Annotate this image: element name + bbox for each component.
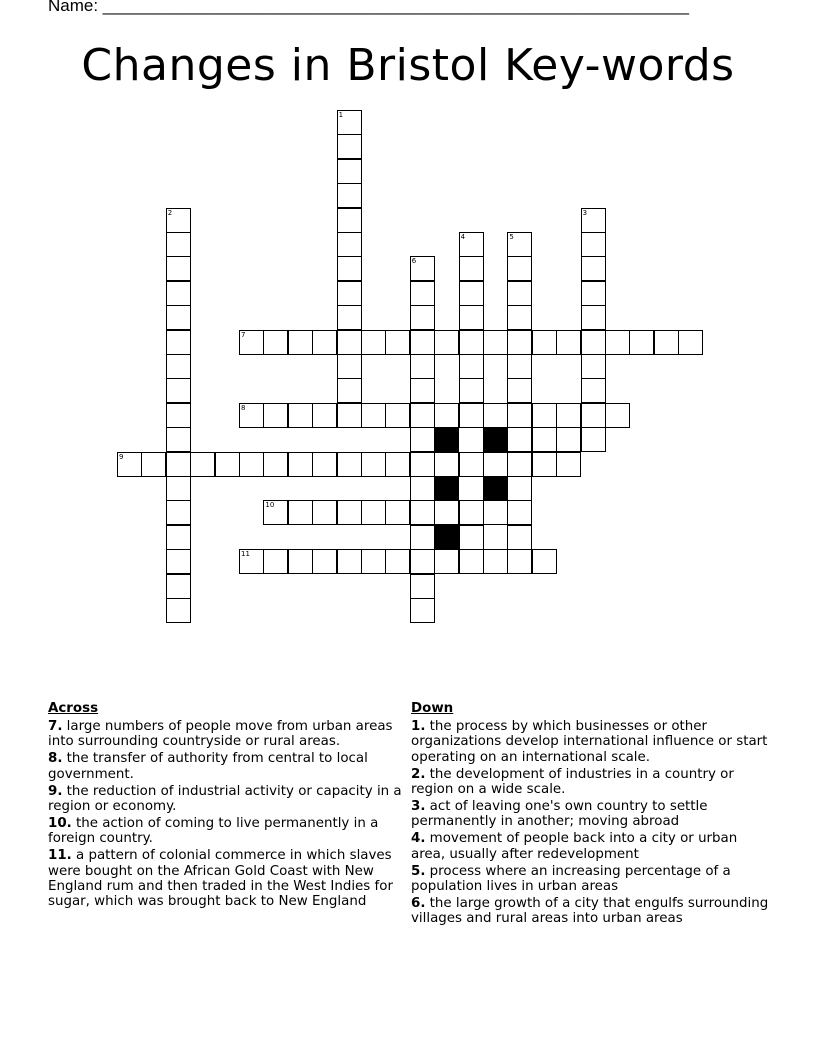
grid-cell[interactable]: [605, 403, 630, 428]
grid-cell[interactable]: [166, 281, 191, 306]
grid-cell[interactable]: [337, 208, 362, 233]
cell-number: 4: [460, 233, 466, 241]
cell-number: 3: [582, 208, 588, 217]
across-clue: [48, 751, 406, 782]
clue-text: the process by which businesses or other organizations develop international influence or start operating on an international scale.: [411, 719, 768, 765]
grid-cell[interactable]: [288, 549, 313, 574]
grid-cell[interactable]: [459, 525, 484, 550]
grid-cell[interactable]: [459, 232, 484, 257]
cell-number: 10: [265, 501, 275, 510]
grid-cell[interactable]: [581, 330, 606, 355]
grid-cell[interactable]: [337, 232, 362, 257]
grid-cell[interactable]: [434, 452, 459, 477]
grid-cell[interactable]: [337, 281, 362, 306]
grid-cell[interactable]: [507, 256, 532, 281]
grid-cell[interactable]: [581, 427, 606, 452]
clue-number: 10.: [48, 815, 72, 831]
grid-cell[interactable]: [337, 256, 362, 281]
grid-cell[interactable]: [507, 525, 532, 550]
name-line[interactable]: Name: ______________________________________________________________: [48, 0, 689, 15]
grid-cell[interactable]: [337, 403, 362, 428]
cell-number: 1: [338, 111, 344, 119]
grid-cell[interactable]: [410, 427, 435, 452]
grid-cell[interactable]: [581, 378, 606, 403]
grid-cell[interactable]: [337, 110, 362, 135]
grid-cell[interactable]: [410, 354, 435, 379]
grid-cell[interactable]: [190, 452, 215, 477]
grid-cell[interactable]: [166, 378, 191, 403]
grid-cell[interactable]: [166, 452, 191, 477]
clue-number: 6.: [411, 895, 426, 911]
grid-cell[interactable]: [410, 403, 435, 428]
grid-cell[interactable]: [263, 330, 288, 355]
cell-number: 8: [241, 403, 246, 412]
grid-cell[interactable]: [483, 452, 508, 477]
grid-cell[interactable]: [459, 452, 484, 477]
grid-cell[interactable]: [483, 549, 508, 574]
clue-number: 11.: [48, 848, 72, 864]
cell-number: 9: [119, 452, 124, 461]
grid-cell[interactable]: [385, 330, 410, 355]
cell-number: 7: [241, 330, 246, 339]
grid-cell[interactable]: [678, 330, 703, 355]
grid-cell[interactable]: [507, 330, 532, 355]
page-title: Changes in Bristol Key-words: [81, 40, 735, 91]
grid-cell[interactable]: [581, 281, 606, 306]
grid-cell[interactable]: [288, 452, 313, 477]
clue-text: the transfer of authority from central to local government.: [48, 751, 368, 782]
grid-cell[interactable]: [166, 500, 191, 525]
grid-cell[interactable]: [263, 403, 288, 428]
grid-cell[interactable]: [507, 476, 532, 501]
clue-text: act of leaving one's own country to settle permanently in another; moving abroad: [411, 799, 708, 830]
grid-cell[interactable]: [532, 427, 557, 452]
cell-number: 11: [241, 550, 250, 559]
grid-cell[interactable]: [459, 549, 484, 574]
grid-cell[interactable]: [337, 183, 362, 208]
grid-cell[interactable]: [654, 330, 679, 355]
grid-cell[interactable]: [459, 330, 484, 355]
grid-cell[interactable]: [507, 232, 532, 257]
grid-cell[interactable]: [239, 330, 264, 355]
grid-cell[interactable]: [312, 403, 337, 428]
grid-cell[interactable]: [263, 500, 288, 525]
down-clue: [411, 719, 773, 765]
grid-cell[interactable]: [166, 574, 191, 599]
grid-cell[interactable]: [288, 403, 313, 428]
grid-cell[interactable]: [166, 354, 191, 379]
clue-text: the large growth of a city that engulfs surrounding villages and rural areas into urban areas: [411, 895, 769, 927]
grid-cell[interactable]: [410, 549, 435, 574]
grid-cell[interactable]: [166, 549, 191, 574]
grid-cell[interactable]: [507, 354, 532, 379]
grid-cell[interactable]: [337, 354, 362, 379]
grid-cell[interactable]: [166, 256, 191, 281]
grid-cell[interactable]: [410, 598, 435, 623]
grid-cell[interactable]: [532, 549, 557, 574]
grid-cell[interactable]: [288, 330, 313, 355]
grid-cell[interactable]: [337, 305, 362, 330]
clue-number: 9.: [48, 783, 63, 799]
grid-cell[interactable]: [215, 452, 240, 477]
clue-text: the action of coming to live permanently in a foreign country.: [48, 815, 379, 847]
grid-cell[interactable]: [166, 330, 191, 355]
grid-cell[interactable]: [361, 500, 386, 525]
clue-text: a pattern of colonial commerce in which slaves were bought on the African Gold Coast with New England rum and then traded in the West Indies for sugar, which was brought back to New England: [48, 848, 393, 910]
clue-text: the development of industries in a country or region on a wide scale.: [411, 766, 734, 798]
grid-cell[interactable]: [312, 452, 337, 477]
clue-text: the reduction of industrial activity or capacity in a region or economy.: [48, 783, 402, 815]
clue-number: 4.: [411, 831, 426, 847]
grid-cell[interactable]: [312, 549, 337, 574]
across-clues: [48, 700, 406, 911]
grid-cell[interactable]: [532, 452, 557, 477]
grid-cell[interactable]: [337, 378, 362, 403]
down-clue: [411, 896, 773, 927]
grid-cell[interactable]: [239, 549, 264, 574]
grid-cell[interactable]: [581, 232, 606, 257]
grid-cell[interactable]: [337, 134, 362, 159]
grid-cell[interactable]: [556, 452, 581, 477]
grid-cell[interactable]: [239, 403, 264, 428]
clue-text: movement of people back into a city or urban area, usually after redevelopment: [411, 831, 738, 862]
across-clue: [48, 784, 406, 815]
grid-cell[interactable]: [385, 500, 410, 525]
down-clue: [411, 831, 773, 862]
down-clue: [411, 799, 773, 830]
grid-cell[interactable]: [385, 403, 410, 428]
grid-cell[interactable]: [288, 500, 313, 525]
grid-cell[interactable]: [459, 281, 484, 306]
grid-cell[interactable]: [166, 208, 191, 233]
grid-cell[interactable]: [337, 159, 362, 184]
grid-cell[interactable]: [410, 256, 435, 281]
clue-number: 2.: [411, 766, 426, 782]
across-clue: [48, 848, 406, 910]
grid-cell[interactable]: [483, 500, 508, 525]
clue-text: large numbers of people move from urban areas into surrounding countryside or rural areas.: [48, 719, 393, 750]
grid-cell[interactable]: [434, 403, 459, 428]
grid-cell[interactable]: [507, 427, 532, 452]
grid-cell[interactable]: [410, 305, 435, 330]
grid-cell[interactable]: [507, 500, 532, 525]
grid-cell[interactable]: [337, 500, 362, 525]
cell-number: 6: [411, 257, 417, 266]
grid-cell[interactable]: [507, 403, 532, 428]
grid-cell[interactable]: [629, 330, 654, 355]
blocked-cell: [483, 427, 508, 452]
grid-cell[interactable]: [361, 549, 386, 574]
grid-cell[interactable]: [166, 476, 191, 501]
grid-cell[interactable]: [337, 330, 362, 355]
across-heading: Across: [48, 701, 99, 716]
grid-cell[interactable]: [459, 256, 484, 281]
grid-cell[interactable]: [166, 427, 191, 452]
grid-cell[interactable]: [459, 305, 484, 330]
clue-number: 7.: [48, 719, 63, 734]
grid-cell[interactable]: [166, 598, 191, 623]
grid-cell[interactable]: [263, 452, 288, 477]
clue-text: process where an increasing percentage of a population lives in urban areas: [411, 863, 731, 895]
clue-number: 5.: [411, 863, 426, 879]
grid-cell[interactable]: [385, 452, 410, 477]
grid-cell[interactable]: [483, 403, 508, 428]
down-clues: [411, 700, 773, 928]
grid-cell[interactable]: [434, 330, 459, 355]
down-clue: [411, 767, 773, 798]
clue-number: 3.: [411, 799, 426, 815]
grid-cell[interactable]: [385, 549, 410, 574]
grid-cell[interactable]: [312, 500, 337, 525]
grid-cell[interactable]: [532, 330, 557, 355]
grid-cell[interactable]: [410, 500, 435, 525]
grid-cell[interactable]: [434, 549, 459, 574]
grid-cell[interactable]: [507, 281, 532, 306]
grid-cell[interactable]: [581, 208, 606, 233]
down-heading: Down: [411, 701, 454, 716]
grid-cell[interactable]: [166, 403, 191, 428]
cell-number: 2: [167, 208, 173, 217]
clue-number: 8.: [48, 751, 63, 767]
grid-cell[interactable]: [263, 549, 288, 574]
grid-cell[interactable]: [117, 452, 142, 477]
grid-cell[interactable]: [166, 305, 191, 330]
grid-cell[interactable]: [410, 452, 435, 477]
grid-cell[interactable]: [166, 525, 191, 550]
grid-cell[interactable]: [532, 403, 557, 428]
grid-cell[interactable]: [141, 452, 166, 477]
grid-cell[interactable]: [556, 427, 581, 452]
grid-cell[interactable]: [605, 330, 630, 355]
grid-cell[interactable]: [361, 330, 386, 355]
grid-cell[interactable]: [581, 403, 606, 428]
grid-cell[interactable]: [459, 403, 484, 428]
grid-cell[interactable]: [410, 281, 435, 306]
grid-cell[interactable]: [507, 378, 532, 403]
grid-cell[interactable]: [507, 305, 532, 330]
grid-cell[interactable]: [166, 232, 191, 257]
grid-cell[interactable]: [239, 452, 264, 477]
grid-cell[interactable]: [581, 354, 606, 379]
grid-cell[interactable]: [581, 305, 606, 330]
blocked-cell: [434, 476, 459, 501]
blocked-cell: [434, 427, 459, 452]
across-clue: [48, 719, 406, 750]
grid-cell[interactable]: [410, 330, 435, 355]
clue-number: 1.: [411, 719, 426, 734]
grid-cell[interactable]: [556, 330, 581, 355]
across-clue: [48, 816, 406, 847]
grid-cell[interactable]: [410, 476, 435, 501]
cell-number: 5: [509, 233, 514, 241]
grid-cell[interactable]: [459, 354, 484, 379]
grid-cell[interactable]: [410, 574, 435, 599]
grid-cell[interactable]: [410, 525, 435, 550]
blocked-cell: [434, 525, 459, 550]
grid-cell[interactable]: [507, 549, 532, 574]
grid-cell[interactable]: [459, 378, 484, 403]
grid-cell[interactable]: [483, 330, 508, 355]
grid-cell[interactable]: [337, 452, 362, 477]
grid-cell[interactable]: [556, 403, 581, 428]
grid-cell[interactable]: [459, 500, 484, 525]
grid-cell[interactable]: [361, 452, 386, 477]
grid-cell[interactable]: [312, 330, 337, 355]
grid-cell[interactable]: [410, 378, 435, 403]
grid-cell[interactable]: [507, 452, 532, 477]
grid-cell[interactable]: [337, 549, 362, 574]
grid-cell[interactable]: [361, 403, 386, 428]
grid-cell[interactable]: [581, 256, 606, 281]
down-clue: [411, 864, 773, 895]
grid-cell[interactable]: [434, 500, 459, 525]
blocked-cell: [483, 476, 508, 501]
